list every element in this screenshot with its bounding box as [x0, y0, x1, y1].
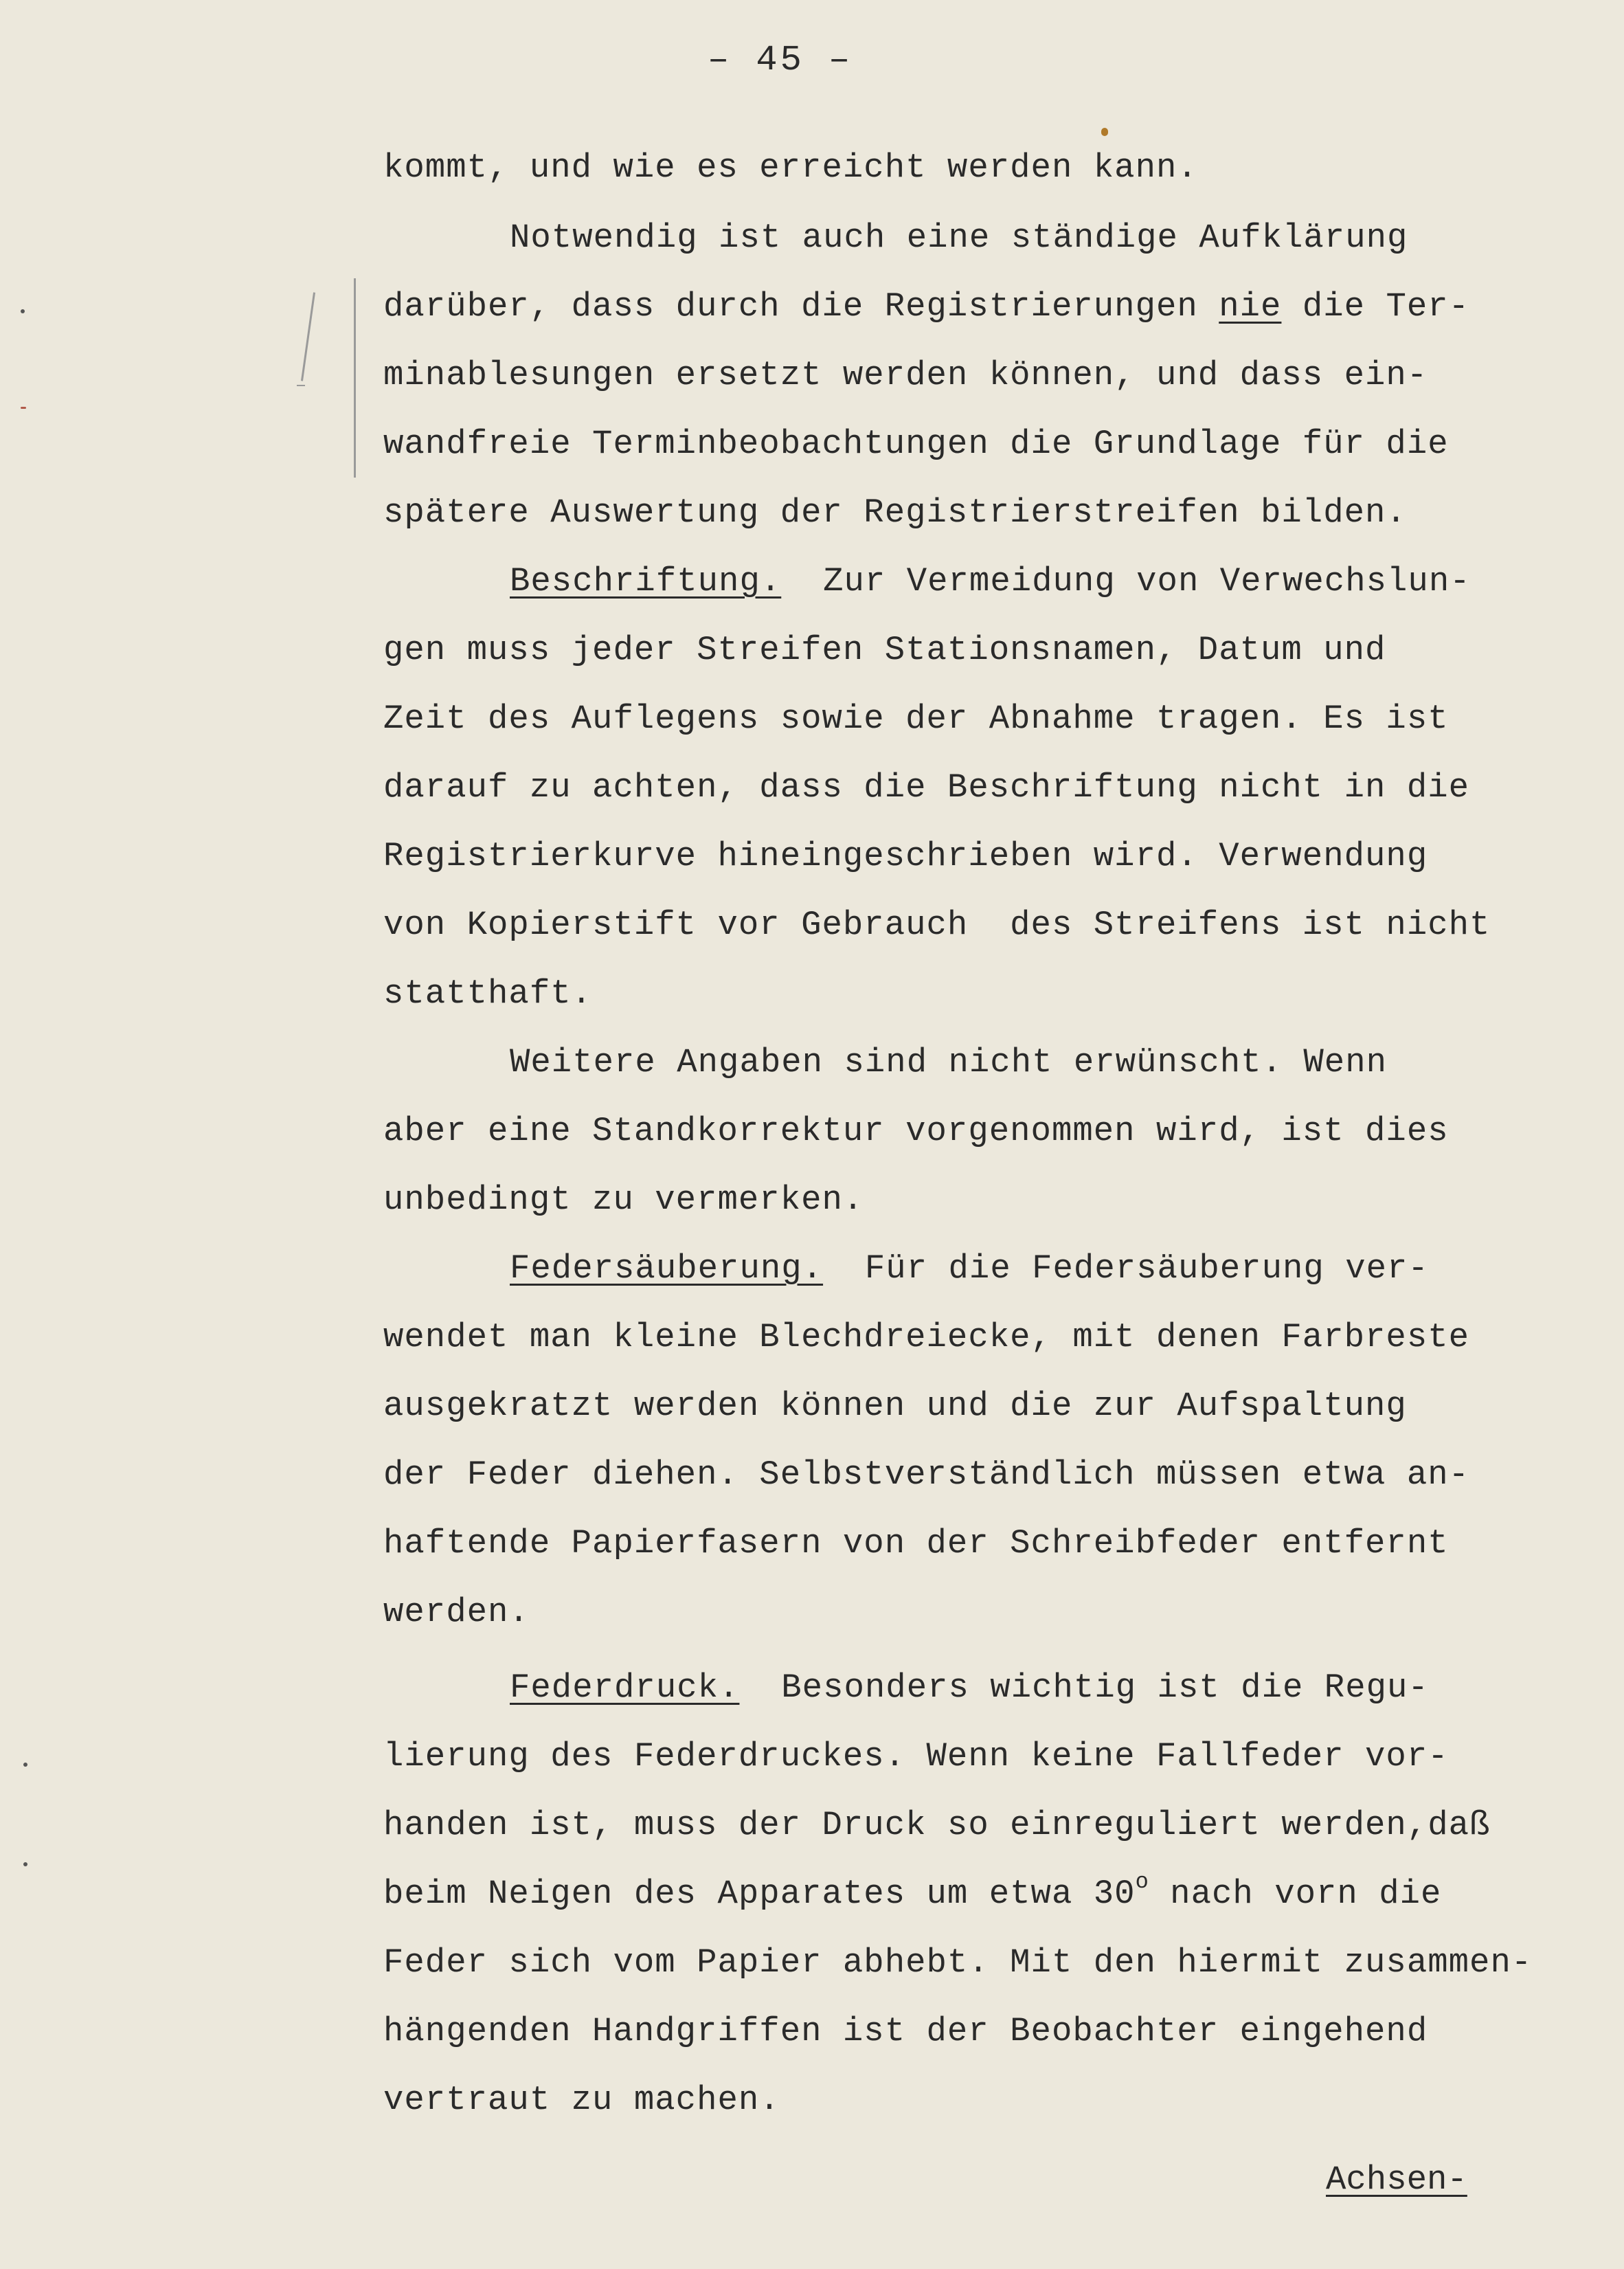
text-run: von Kopierstift vor Gebrauch des Streifens ist nicht [383, 906, 1491, 944]
underlined-heading: nie [1219, 287, 1282, 326]
text-run: vertraut zu machen. [383, 2081, 780, 2119]
margin-dot [23, 1763, 27, 1767]
text-run: Notwendig ist auch eine ständige Aufklärung [510, 219, 1408, 257]
underlined-heading: Federdruck. [510, 1668, 740, 1707]
text-line [383, 1389, 1407, 1423]
text-line [383, 2012, 1428, 2050]
text-line [510, 1043, 1388, 1082]
text-run: der Feder diehen. Selbstverständlich müssen etwa an- [383, 1455, 1470, 1494]
text-run: wendet man kleine Blechdreiecke, mit denen Farbreste [383, 1318, 1470, 1356]
text-run: Für die Federsäuberung ver- [823, 1249, 1429, 1288]
text-line [383, 1318, 1470, 1356]
margin-dot [21, 407, 26, 409]
text-line [383, 1737, 1449, 1776]
text-run: Weitere Angaben sind nicht erwünscht. Wenn [510, 1043, 1388, 1082]
text-line [383, 837, 1428, 875]
text-run: Feder sich vom Papier abhebt. Mit den hiermit zusammen- [383, 1943, 1533, 1982]
text-run: minablesungen ersetzt werden können, und dass ein- [383, 356, 1428, 394]
text-run: Zeit des Auflegens sowie der Abnahme tragen. Es ist [383, 700, 1449, 738]
text-line [383, 1806, 1491, 1844]
text-run: darüber, dass durch die Registrierungen [383, 287, 1219, 326]
text-line [383, 1112, 1449, 1150]
text-line [510, 562, 1471, 601]
text-line [383, 493, 1407, 532]
text-line [383, 427, 1449, 461]
ink-spot [1101, 128, 1108, 136]
text-run: darauf zu achten, dass die Beschriftung nicht in die [383, 768, 1470, 807]
text-run: Besonders wichtig ist die Regu- [739, 1668, 1429, 1707]
text-line [383, 1455, 1470, 1494]
underlined-heading: Federsäuberung. [510, 1249, 824, 1288]
text-line [383, 974, 593, 1013]
text-line [383, 1869, 1442, 1913]
text-line [383, 287, 1470, 326]
text-line [383, 631, 1386, 669]
margin-pencil-tick [297, 385, 305, 386]
text-line [383, 1943, 1533, 1982]
text-line [383, 1524, 1449, 1563]
text-run: handen ist, muss der Druck so einreguliert werden,daß [383, 1806, 1491, 1844]
text-line [383, 702, 1449, 736]
text-run: beim Neigen des Apparates um etwa 30 [383, 1875, 1136, 1913]
margin-pencil-bracket [354, 278, 356, 478]
margin-dot [23, 1862, 27, 1866]
text-line [383, 908, 1490, 942]
text-run: kommt, und wie es erreicht werden kann. [383, 148, 1198, 187]
text-run: gen muss jeder Streifen Stationsnamen, Datum und [383, 631, 1386, 669]
text-line [383, 148, 1198, 187]
text-run: nach vorn die [1149, 1875, 1442, 1913]
text-line [510, 1249, 1429, 1288]
text-run: haftende Papierfasern von der Schreibfeder entfernt [383, 1524, 1449, 1563]
text-run: spätere Auswertung der Registrierstreifen bilden. [383, 493, 1407, 532]
text-run: ausgekratzt werden können und die zur Aufspaltung [383, 1387, 1407, 1425]
text-line [383, 768, 1470, 807]
text-run: Registrierkurve hineingeschrieben wird. Verwendung [383, 837, 1428, 875]
text-line [510, 221, 1408, 255]
text-line [383, 356, 1428, 394]
catchword: Achsen- [1326, 2160, 1467, 2199]
text-run: Zur Vermeidung von Verwechslun- [781, 562, 1471, 601]
text-run: aber eine Standkorrektur vorgenommen wird, ist dies [383, 1112, 1449, 1150]
text-run: statthaft. [383, 974, 593, 1013]
text-run: werden. [383, 1593, 530, 1631]
superscript: o [1135, 1869, 1149, 1894]
margin-dot [21, 309, 25, 313]
underlined-heading: Beschriftung. [510, 562, 782, 601]
text-line [383, 1183, 864, 1217]
text-run: lierung des Federdruckes. Wenn keine Fallfeder vor- [383, 1737, 1449, 1776]
text-line [383, 1593, 530, 1631]
text-run: unbedingt zu vermerken. [383, 1181, 864, 1219]
text-run: hängenden Handgriffen ist der Beobachter eingehend [383, 2012, 1428, 2050]
text-line [383, 2083, 780, 2117]
text-run: wandfreie Terminbeobachtungen die Grundlage für die [383, 425, 1449, 463]
text-run: die Ter- [1281, 287, 1470, 326]
margin-pencil-stroke [301, 292, 315, 381]
text-line [510, 1668, 1429, 1707]
page-number: – 45 – [708, 40, 853, 80]
